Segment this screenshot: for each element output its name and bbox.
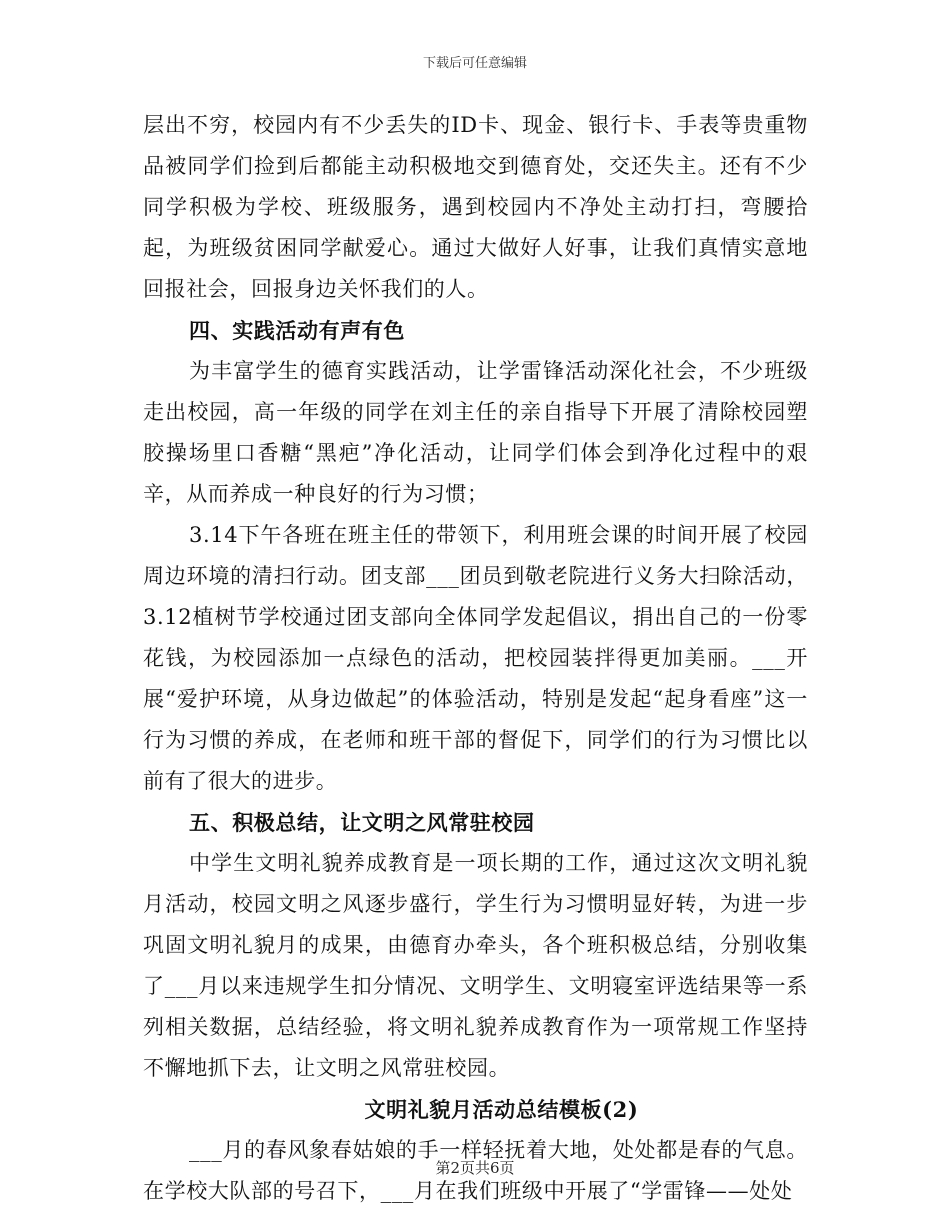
paragraph-practice-activities: 为丰富学生的德育实践活动，让学雷锋活动深化社会，不少班级走出校园，高一年级的同学在刘主任的亲自指导下开展了清除校园塑胶操场里口香糖“黑疤”净化活动，让同学们体会到净化过程中的艰辛，从而养成一种良好的行为习惯； [143, 359, 808, 506]
section-heading-4: 四、实践活动有声有色 [189, 318, 405, 343]
document-body [143, 105, 808, 1212]
paragraph-good-deeds: 层出不穷，校园内有不少丢失的ID卡、现金、银行卡、手表等贵重物品被同学们捡到后都能主动积极地交到德育处，交还失主。还有不少同学积极为学校、班级服务，遇到校园内不净处主动打扫，弯腰拾起，为班级贫困同学献爱心。通过大做好人好事，让我们真情实意地回报社会，回报身边关怀我们的人。 [143, 113, 808, 301]
page-header: 下载后可任意编辑 [422, 56, 527, 71]
paragraph-summary: 中学生文明礼貌养成教育是一项长期的工作，通过这次文明礼貌月活动，校园文明之风逐步盛行，学生行为习惯明显好转，为进一步巩固文明礼貌月的成果，由德育办牵头，各个班积极总结，分别收集了___月以来违规学生扣分情况、文明学生、文明寝室评选结果等一系列相关数据，总结经验，将文明礼貌养成教育作为一项常规工作坚持不懈地抓下去，让文明之风常驻校园。 [143, 851, 808, 1080]
section-heading-5: 五、积极总结，让文明之风常驻校园 [189, 810, 535, 835]
page-number: 第2页共6页 [435, 1159, 515, 1177]
paragraph-spring-intro: ___月的春风象春姑娘的手一样轻抚着大地，处处都是春的气息。在学校大队部的号召下，___月在我们班级中开展了“学雷锋——处处 [143, 1138, 808, 1203]
document-title-2: 文明礼貌月活动总结模板(2) [364, 1097, 639, 1122]
paragraph-cleaning-activities: 3.14下午各班在班主任的带领下，利用班会课的时间开展了校园周边环境的清扫行动。团支部___团员到敬老院进行义务大扫除活动，3.12植树节学校通过团支部向全体同学发起倡议，捐出自己的一份零花钱，为校园添加一点绿色的活动，把校园装拌得更加美丽。___开展“爱护环境，从身边做起”的体验活动，特别是发起“起身看座”这一行为习惯的养成，在老师和班干部的督促下，同学们的行为习惯比以前有了很大的进步。 [143, 523, 808, 793]
